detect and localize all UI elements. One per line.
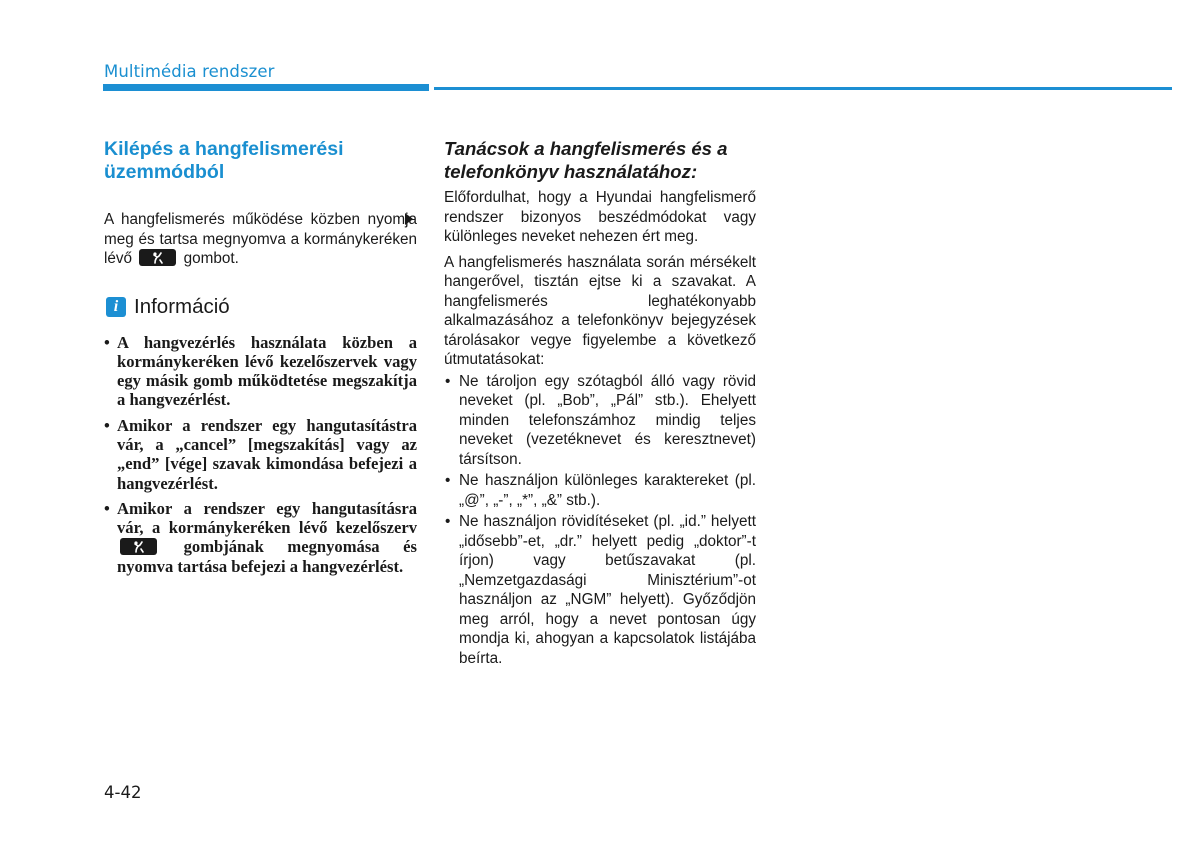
section-header: Multimédia rendszer bbox=[104, 62, 275, 81]
tips-list bbox=[444, 372, 756, 669]
intro-paragraph bbox=[104, 210, 417, 269]
voice-recognition-button-icon bbox=[139, 249, 176, 266]
info-item: • A hangvezérlés használata közben a kormánykeréken lévő kezelőszervek vagy egy másik gomb működtetése megszakítja a hangvezérlést. bbox=[104, 333, 417, 410]
left-column bbox=[104, 138, 417, 582]
voice-recognition-button-icon bbox=[120, 538, 157, 555]
tip-item: • Ne használjon különleges karaktereket (pl. „@”, „-”, „*”, „&” stb.). bbox=[444, 471, 756, 510]
header-rule-thick bbox=[103, 84, 429, 91]
continue-arrow-icon bbox=[405, 213, 413, 225]
info-item-text-end: gombjának megnyomása és nyomva tartása befejezi a hangvezérlést. bbox=[117, 537, 417, 576]
intro-text: A hangfelismerés működése közben nyomja meg és tartsa megnyomva a kormánykeréken lévő bbox=[104, 211, 417, 267]
paragraph: A hangfelismerés használata során mérsékelt hangerővel, tisztán ejtse ki a szavakat. A hangfelismerés leghatékonyabb alkalmazásához a telefonkönyv bejegyzések tárolásakor vegye figyelembe a következő útmutatásokat: bbox=[444, 253, 756, 368]
tip-item: • Ne tároljon egy szótagból álló vagy rövid neveket (pl. „Bob”, „Pál” stb.). Ehelyett minden telefonszámhoz mindig teljes neveket (vezetéknevet és keresztnevet) társítson. bbox=[444, 372, 756, 470]
intro-text-end: gombot. bbox=[183, 250, 239, 267]
info-title: Információ bbox=[134, 294, 230, 318]
right-section-title: Tanácsok a hangfelismerés és a telefonkönyv használatához: bbox=[444, 138, 728, 182]
tip-item: • Ne használjon rövidítéseket (pl. „id.” helyett „idősebb”-et, „dr.” helyett pedig „doktor”-t írjon) vagy betűszavakat (pl. „Nemzetgazdasági Minisztérium”-ot használjon az „NGM” helyett). Győződjön meg arról, hogy a nevet pontosan úgy mondja ki, ahogyan a kapcsolatok listájába beírta. bbox=[444, 512, 756, 668]
info-list bbox=[104, 333, 417, 577]
page-number: 4-42 bbox=[104, 783, 142, 802]
header-rule-thin bbox=[434, 87, 1172, 90]
info-icon: i bbox=[106, 297, 126, 317]
info-item-text: Amikor a rendszer egy hangutasításra vár, a kormánykeréken lévő kezelőszerv bbox=[117, 498, 417, 538]
info-item: • Amikor a rendszer egy hangutasítástra vár, a „cancel” [megszakítás] vagy az „end” [vége] szavak kimondása befejezi a hangvezérlést. bbox=[104, 416, 417, 493]
info-item bbox=[104, 499, 417, 576]
right-column bbox=[444, 138, 756, 668]
info-heading bbox=[104, 295, 417, 319]
left-section-title: Kilépés a hangfelismerési üzemmódból bbox=[104, 138, 344, 183]
paragraph: Előfordulhat, hogy a Hyundai hangfelismerő rendszer bizonyos beszédmódokat vagy különleges neveket nehezen ért meg. bbox=[444, 189, 756, 245]
